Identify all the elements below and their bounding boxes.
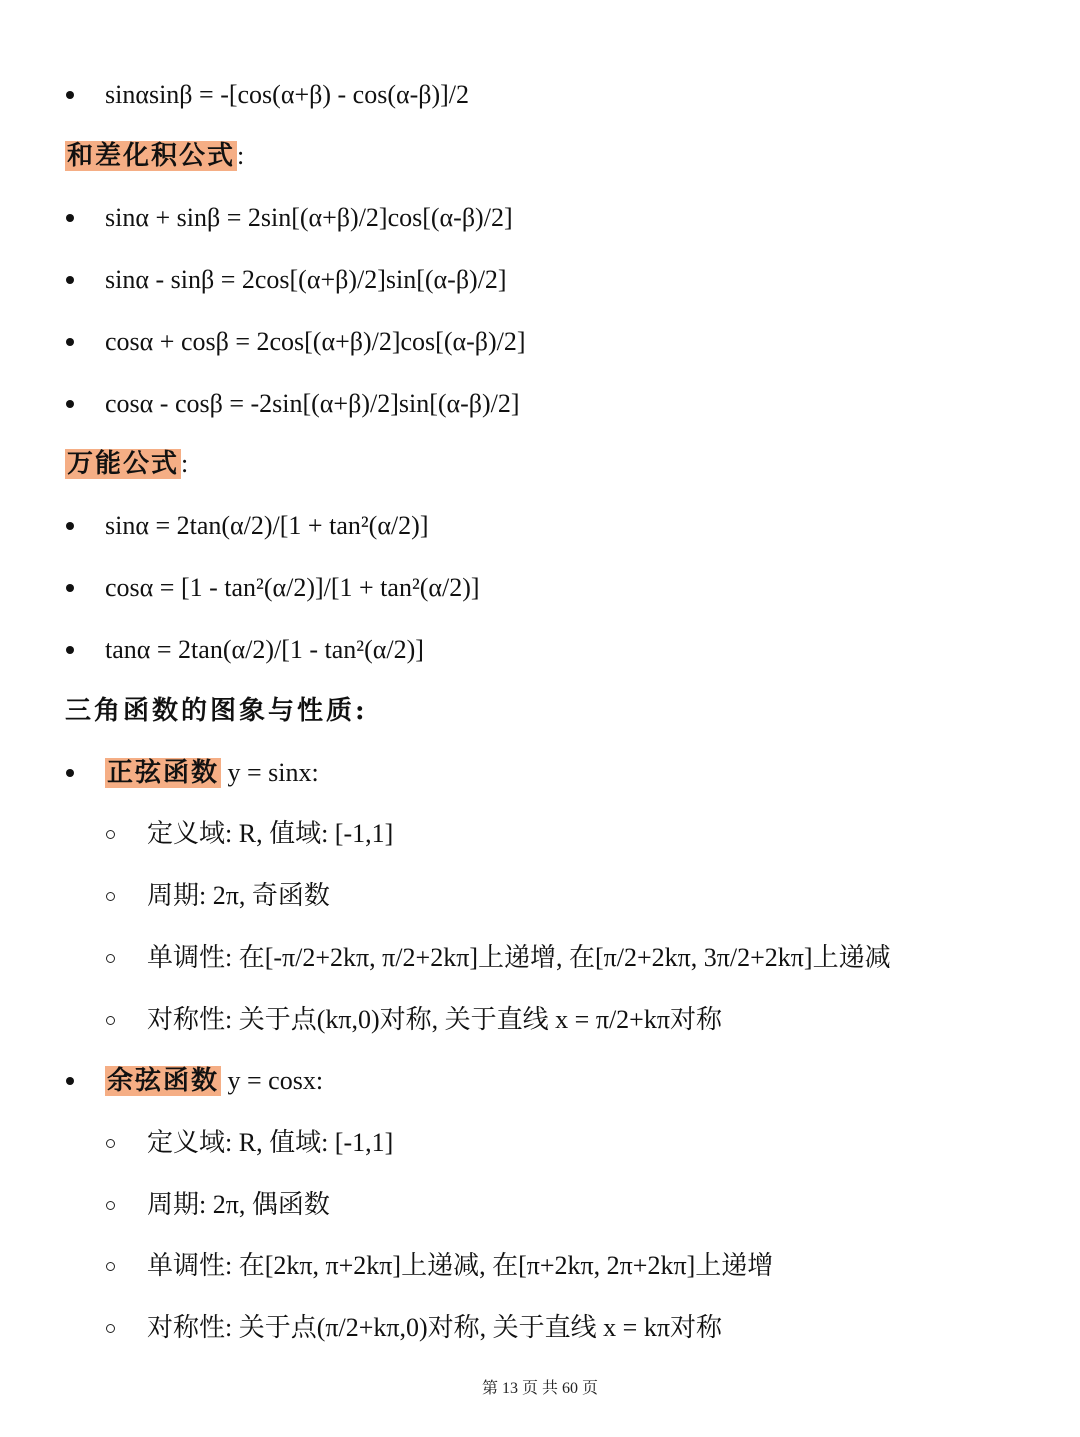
heading-colon: : (181, 449, 189, 478)
formula-line (0, 71, 1080, 119)
formula-text: sinα = 2tan(α/2)/[1 + tan²(α/2)] (105, 511, 429, 540)
sub-bullet-ring (106, 892, 115, 901)
formula-text: sinαsinβ = -[cos(α+β) - cos(α-β)]/2 (105, 80, 470, 109)
property-text: 定义域: R, 值域: [-1,1] (147, 1128, 394, 1157)
list-item (0, 318, 1080, 366)
formula-text: cosα + cosβ = 2cos[(α+β)/2]cos[(α-β)/2] (105, 327, 526, 356)
section-heading-sum-to-product (0, 132, 1080, 180)
bullet-dot (66, 400, 74, 408)
bullet-dot (66, 584, 74, 592)
bullet-dot (66, 522, 74, 530)
formula-text: tanα = 2tan(α/2)/[1 - tan²(α/2)] (105, 635, 424, 664)
list-item (0, 256, 1080, 304)
sub-bullet-ring (106, 1016, 115, 1025)
list-item-cosine (0, 1057, 1080, 1105)
sub-list-item (0, 1304, 1080, 1352)
sub-list-item (0, 1181, 1080, 1229)
bullet-dot (66, 769, 74, 777)
sub-bullet-ring (106, 1201, 115, 1210)
property-text: 定义域: R, 值域: [-1,1] (147, 819, 394, 848)
page-footer: 第 13 页 共 60 页 (481, 1380, 598, 1397)
list-item (0, 626, 1080, 674)
property-text: 单调性: 在[-π/2+2kπ, π/2+2kπ]上递增, 在[π/2+2kπ, 3π/2+2kπ]上递减 (147, 943, 891, 972)
bullet-dot (66, 1077, 74, 1085)
highlighted-label: 正弦函数 (107, 758, 220, 788)
sub-list-item (0, 1119, 1080, 1167)
bullet-dot (66, 91, 74, 99)
sub-list-item (0, 810, 1080, 858)
formula-text: sinα + sinβ = 2sin[(α+β)/2]cos[(α-β)/2] (105, 203, 513, 232)
list-item (0, 502, 1080, 550)
highlighted-heading: 万能公式 (67, 449, 180, 479)
sub-list-item (0, 872, 1080, 920)
formula-text: cosα - cosβ = -2sin[(α+β)/2]sin[(α-β)/2] (105, 389, 520, 418)
bullet-dot (66, 646, 74, 654)
bullet-dot (66, 276, 74, 284)
list-item (0, 564, 1080, 612)
sub-bullet-ring (106, 1324, 115, 1333)
property-text: 周期: 2π, 奇函数 (147, 881, 330, 910)
sub-list-item (0, 996, 1080, 1044)
formula-text: sinα - sinβ = 2cos[(α+β)/2]sin[(α-β)/2] (105, 265, 507, 294)
heading-colon: : (237, 141, 245, 170)
highlighted-label: 余弦函数 (107, 1066, 220, 1096)
list-item (0, 194, 1080, 242)
bullet-dot (66, 214, 74, 222)
graphs-heading: 三角函数的图象与性质: (65, 696, 368, 726)
property-text: 对称性: 关于点(kπ,0)对称, 关于直线 x = π/2+kπ对称 (147, 1005, 722, 1034)
list-item-sine (0, 749, 1080, 797)
sub-list-item (0, 934, 1080, 982)
property-text: 周期: 2π, 偶函数 (147, 1190, 330, 1219)
section-heading-graphs (0, 687, 1080, 735)
property-text: 对称性: 关于点(π/2+kπ,0)对称, 关于直线 x = kπ对称 (147, 1313, 722, 1342)
sub-bullet-ring (106, 954, 115, 963)
highlighted-heading: 和差化积公式 (67, 141, 236, 171)
list-item (0, 380, 1080, 428)
property-text: 单调性: 在[2kπ, π+2kπ]上递减, 在[π+2kπ, 2π+2kπ]上递增 (147, 1251, 774, 1280)
sub-bullet-ring (106, 1139, 115, 1148)
sub-bullet-ring (106, 830, 115, 839)
function-definition: y = cosx: (221, 1066, 324, 1095)
sub-list-item (0, 1242, 1080, 1290)
function-definition: y = sinx: (221, 758, 319, 787)
sub-bullet-ring (106, 1262, 115, 1271)
section-heading-universal (0, 440, 1080, 488)
formula-text: cosα = [1 - tan²(α/2)]/[1 + tan²(α/2)] (105, 573, 480, 602)
bullet-dot (66, 338, 74, 346)
